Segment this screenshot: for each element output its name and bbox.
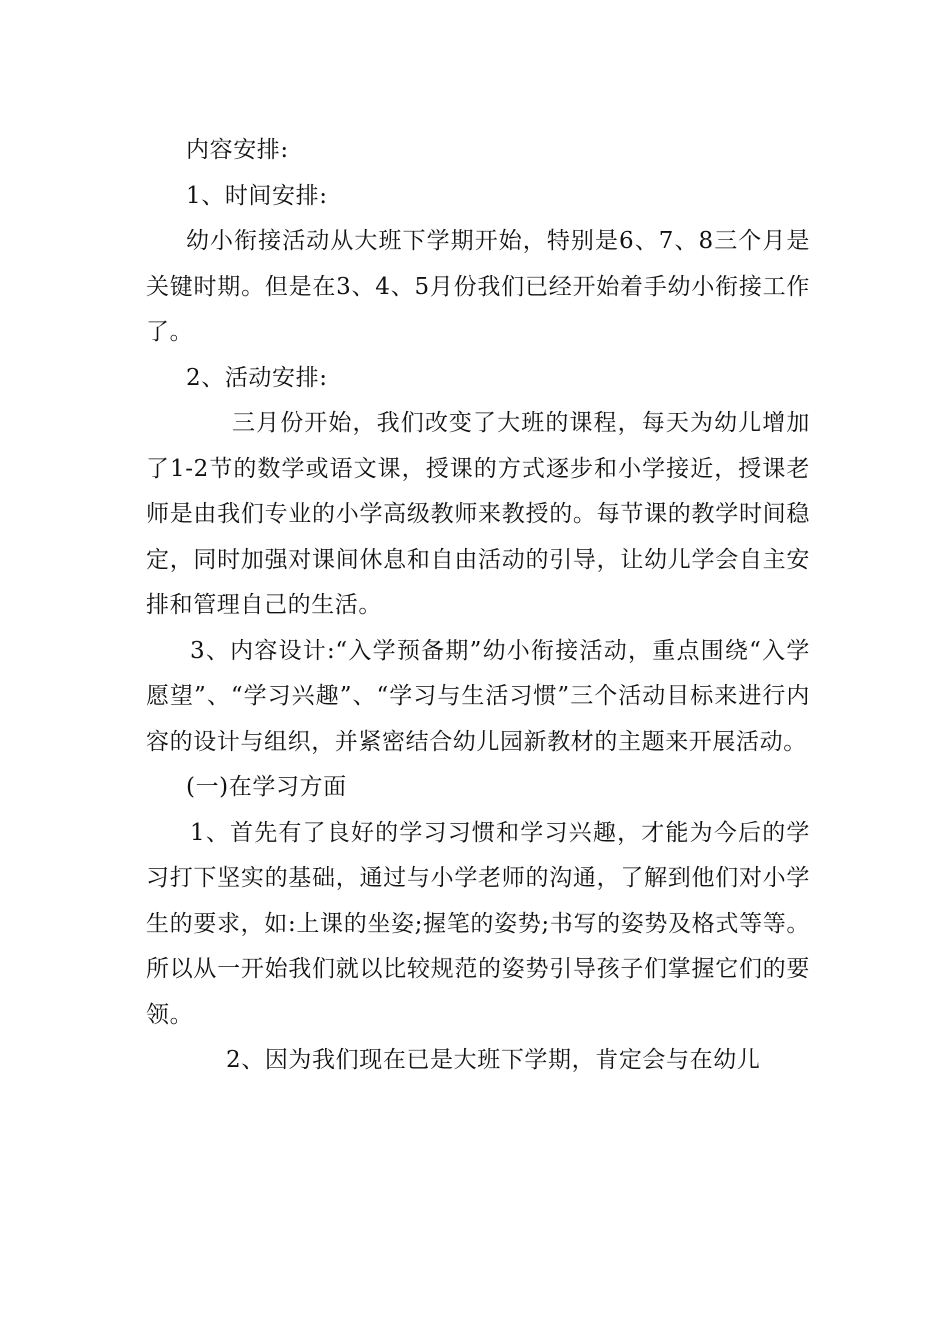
section-heading-content-arrangement: 内容安排:: [186, 137, 289, 163]
subheading-time-arrangement: 1、时间安排:: [186, 182, 328, 209]
paragraph-learning-habits: 1、首先有了良好的学习习惯和学习兴趣，才能为今后的学习打下坚实的基础，通过与小学老师的沟通，了解到他们对小学生的要求，如:上课的坐姿;握笔的姿势;书写的姿势及格式等等。所以从一开始我们就以比较规范的姿势引导孩子们掌握它们的要领。: [146, 819, 810, 1028]
paragraph-activity-arrangement: 三月份开始，我们改变了大班的课程，每天为幼儿增加了1-2节的数学或语文课，授课的方式逐步和小学接近，授课老师是由我们专业的小学高级教师来教授的。每节课的教学时间稳定，同时加强对课间休息和自由活动的引导，让幼儿学会自主安排和管理自己的生活。: [146, 410, 810, 618]
paragraph-content-design: 3、内容设计:“入学预备期”幼小衔接活动，重点围绕“入学愿望”、“学习兴趣”、“学习与生活习惯”三个活动目标来进行内容的设计与组织，并紧密结合幼儿园新教材的主题来开展活动。: [146, 637, 810, 755]
subheading-learning: (一)在学习方面: [186, 774, 347, 800]
subheading-activity-arrangement: 2、活动安排:: [186, 364, 328, 391]
document-body: [146, 128, 810, 1084]
paragraph-time-arrangement: 幼小衔接活动从大班下学期开始，特别是6、7、8三个月是关键时期。但是在3、4、5月份我们已经开始着手幼小衔接工作了。: [146, 228, 810, 345]
paragraph-second-semester: 2、因为我们现在已是大班下学期，肯定会与在幼儿: [226, 1047, 761, 1073]
